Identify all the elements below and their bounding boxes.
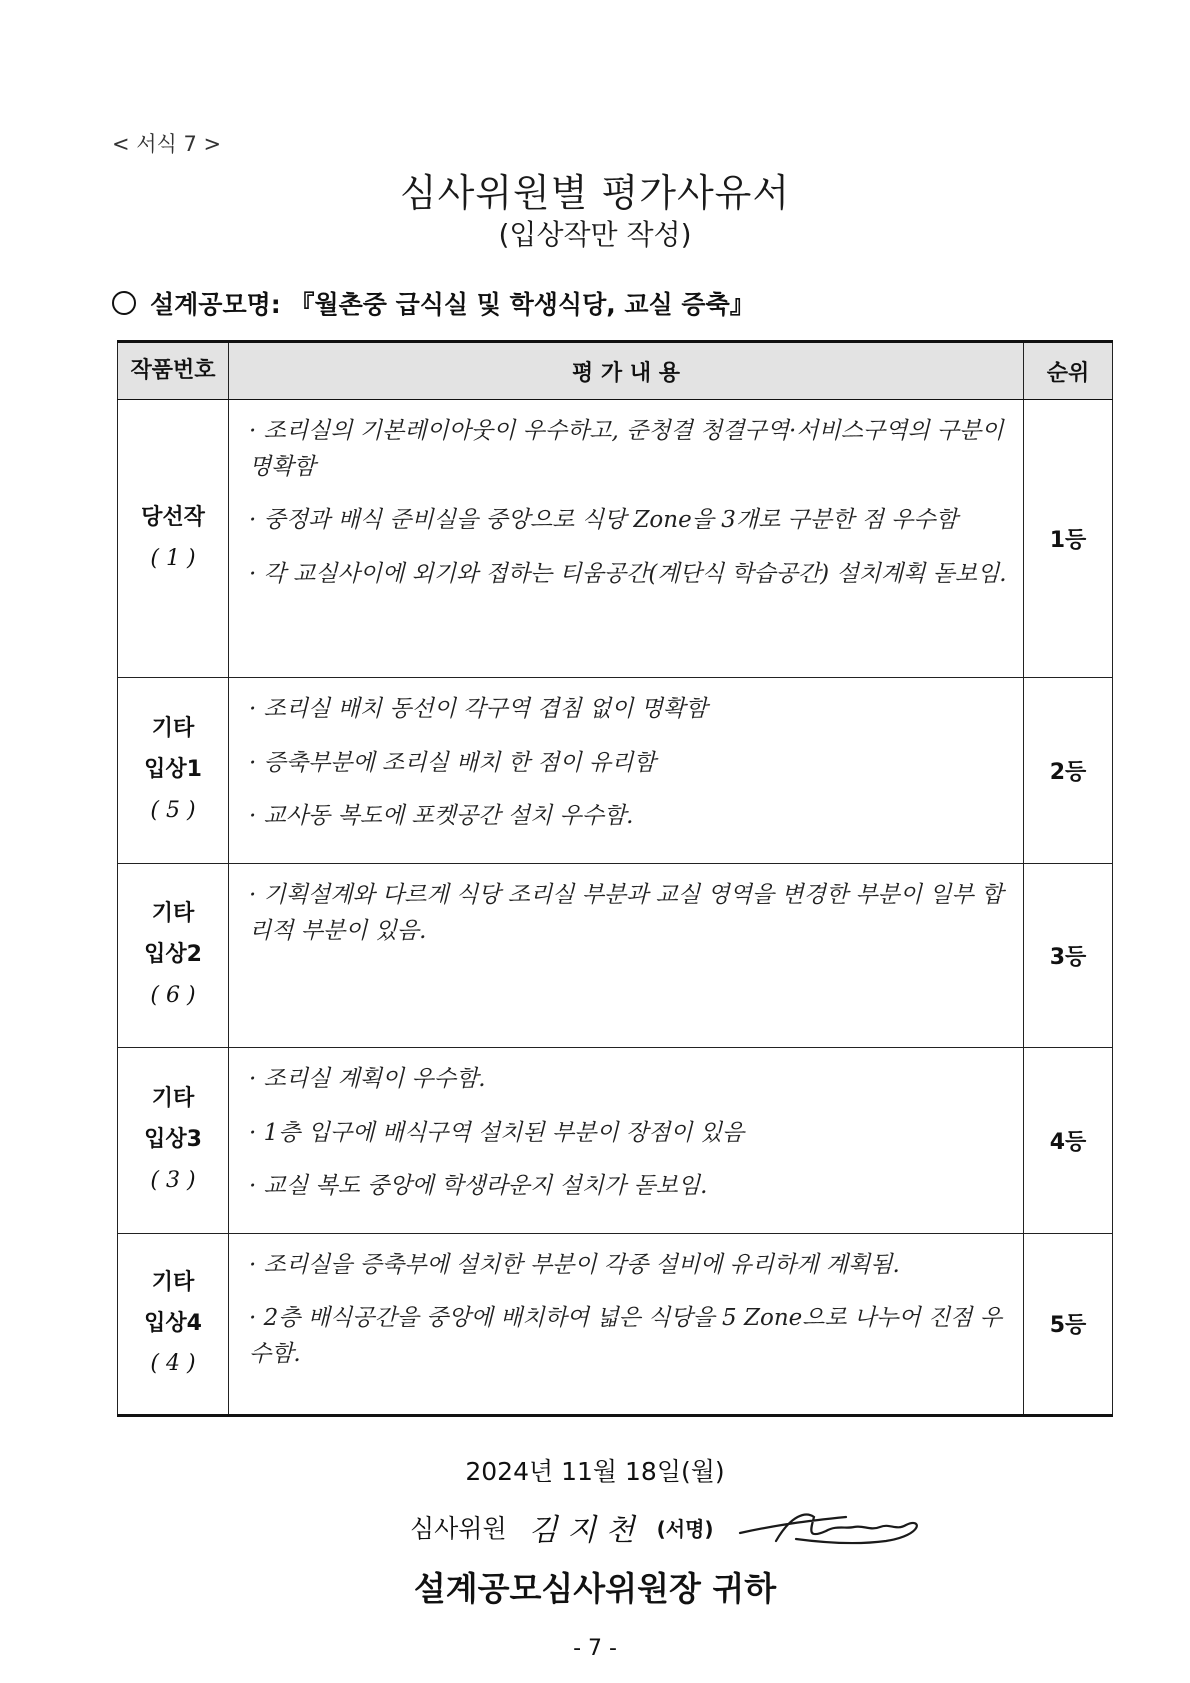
signature-mark: (서명) bbox=[656, 1516, 714, 1541]
evaluation-line: · 조리실 배치 동선이 각구역 겹침 없이 명확함 bbox=[249, 696, 708, 722]
addressee: 설계공모심사위원장 귀하 bbox=[413, 1569, 777, 1608]
judge-name: 김 지 천 bbox=[528, 1513, 635, 1548]
entry-cell bbox=[118, 1233, 229, 1415]
evaluation-line: · 조리실의 기본레이아웃이 우수하고, 준청결 청결구역·서비스구역의 구분이 명확함 bbox=[249, 418, 1004, 480]
rank-cell: 4등 bbox=[1024, 1047, 1113, 1233]
signature-label: 심사위원 bbox=[410, 1514, 507, 1543]
document-subtitle: (입상작만 작성) bbox=[498, 218, 692, 251]
table-row bbox=[118, 863, 1113, 1047]
evaluation-cell bbox=[229, 1047, 1024, 1233]
table-row bbox=[118, 678, 1113, 864]
entry-category: 기타 입상2 bbox=[144, 901, 202, 968]
entry-number: ( 6 ) bbox=[150, 982, 196, 1008]
contest-label: 설계공모명: bbox=[150, 290, 281, 319]
table-row bbox=[118, 1233, 1113, 1415]
evaluation-date: 2024년 11월 18일(월) bbox=[465, 1457, 725, 1486]
rank-cell: 5등 bbox=[1024, 1233, 1113, 1415]
evaluation-line: · 2층 배식공간을 중앙에 배치하여 넓은 식당을 5 Zone으로 나누어 진점 우수함. bbox=[249, 1305, 1002, 1368]
evaluation-cell bbox=[229, 863, 1024, 1047]
entry-number: ( 1 ) bbox=[150, 545, 196, 571]
rank-cell: 3등 bbox=[1024, 863, 1113, 1047]
header-rank: 순위 bbox=[1024, 342, 1113, 400]
entry-category: 기타 입상3 bbox=[144, 1086, 202, 1153]
rank-cell: 2등 bbox=[1024, 678, 1113, 864]
handwritten-signature-icon bbox=[736, 1505, 926, 1549]
signature-line bbox=[410, 1505, 926, 1549]
header-evaluation: 평 가 내 용 bbox=[229, 342, 1024, 400]
entry-category: 당선작 bbox=[141, 504, 205, 530]
table-header-row bbox=[118, 342, 1113, 400]
page-number: - 7 - bbox=[573, 1636, 617, 1661]
evaluation-line: · 교사동 복도에 포켓공간 설치 우수함. bbox=[249, 803, 634, 830]
evaluation-line: · 조리실을 증축부에 설치한 부분이 각종 설비에 유리하게 계획됨. bbox=[249, 1251, 900, 1278]
evaluation-cell bbox=[229, 400, 1024, 678]
contest-name: 『월촌중 급식실 및 학생식당, 교실 증축』 bbox=[289, 290, 755, 319]
evaluation-line: · 중정과 배식 준비실을 중앙으로 식당 Zone을 3개로 구분한 점 우수함 bbox=[249, 507, 958, 534]
rank-cell: 1등 bbox=[1024, 400, 1113, 678]
evaluation-cell bbox=[229, 1233, 1024, 1415]
evaluation-table bbox=[117, 340, 1113, 1417]
entry-cell bbox=[118, 1047, 229, 1233]
evaluation-line: · 교실 복도 중앙에 학생라운지 설치가 돋보임. bbox=[249, 1173, 708, 1200]
entry-category: 기타 입상1 bbox=[144, 716, 202, 783]
evaluation-line: · 조리실 계획이 우수함. bbox=[249, 1065, 486, 1092]
entry-cell bbox=[118, 863, 229, 1047]
document-title: 심사위원별 평가사유서 bbox=[399, 171, 791, 215]
evaluation-line: · 증축부분에 조리실 배치 한 점이 유리함 bbox=[249, 749, 656, 776]
circle-bullet-icon bbox=[112, 291, 136, 315]
evaluation-line: · 기획설계와 다르게 식당 조리실 부분과 교실 영역을 변경한 부분이 일부 합리적 부분이 있음. bbox=[249, 881, 1004, 944]
header-entry-number: 작품번호 bbox=[118, 342, 229, 400]
entry-cell bbox=[118, 678, 229, 864]
evaluation-line: · 각 교실사이에 외기와 접하는 티움공간(계단식 학습공간) 설치계획 돋보임. bbox=[249, 560, 1007, 587]
entry-number: ( 3 ) bbox=[150, 1167, 196, 1193]
evaluation-line: · 1층 입구에 배식구역 설치된 부분이 장점이 있음 bbox=[249, 1119, 745, 1146]
table-row bbox=[118, 1047, 1113, 1233]
table-row bbox=[118, 400, 1113, 678]
contest-line bbox=[112, 285, 755, 321]
form-number: < 서식 7 > bbox=[112, 132, 222, 156]
evaluation-cell bbox=[229, 678, 1024, 864]
entry-cell bbox=[118, 400, 229, 678]
entry-number: ( 5 ) bbox=[150, 797, 196, 823]
entry-number: ( 4 ) bbox=[150, 1351, 196, 1377]
entry-category: 기타 입상4 bbox=[144, 1269, 202, 1336]
